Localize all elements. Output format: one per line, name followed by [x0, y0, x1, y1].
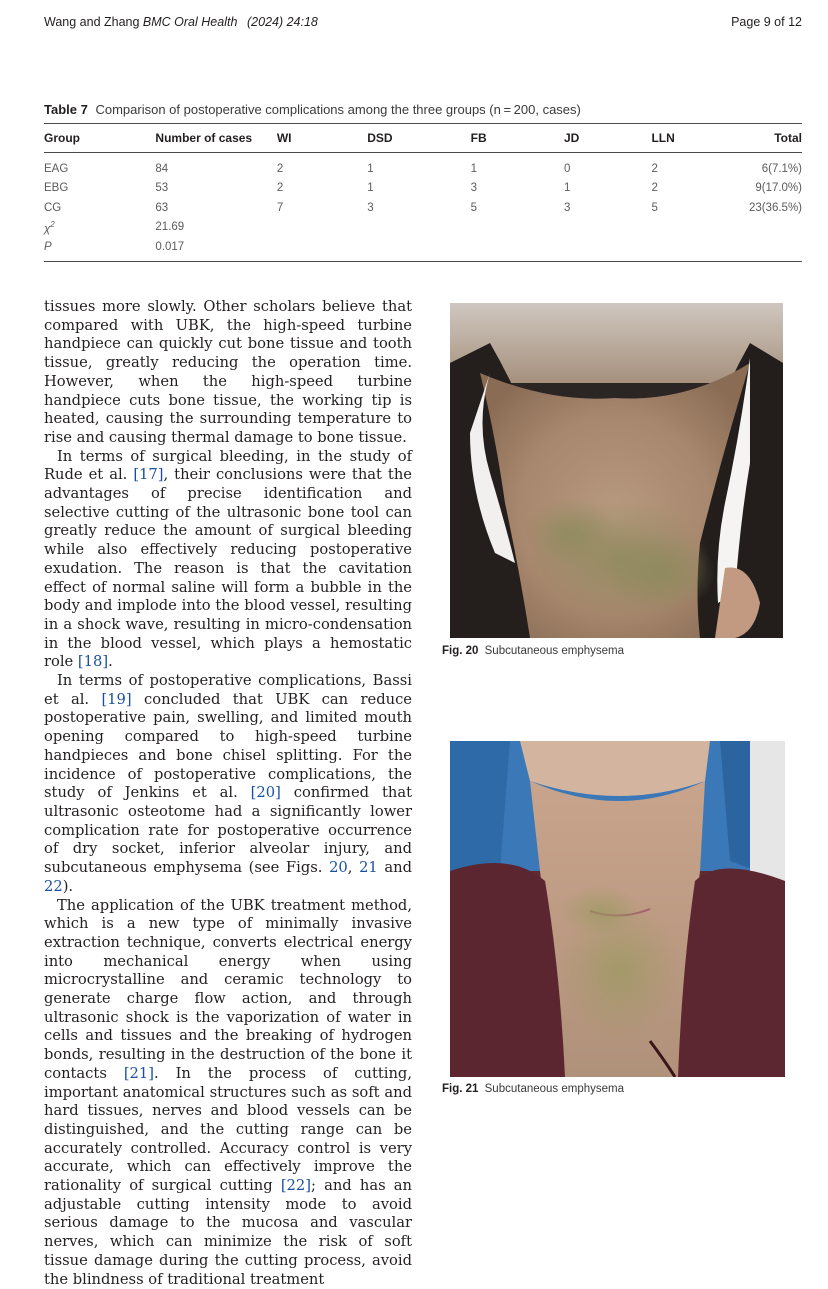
col-header-lln: LLN — [651, 124, 748, 153]
col-header-cases: Number of cases — [155, 124, 276, 153]
complications-table — [44, 123, 802, 262]
paragraph-1: tissues more slowly. Other scholars believe that compared with UBK, the high-speed turbine handpiece can quickly cut bone tissue and tooth tissue, greatly reducing the operation time. However, when the high-speed turbine handpiece cuts bone tissue, the working tip is heated, causing the surrounding temperature to rise and causing thermal damage to bone tissue. — [44, 298, 412, 448]
citation-link[interactable]: [19] — [101, 691, 131, 708]
col-header-fb: FB — [471, 124, 564, 153]
figure-21-photo — [450, 741, 785, 1077]
cell-cases: 63 — [155, 198, 276, 218]
table-row — [44, 179, 802, 199]
text-run: and — [378, 859, 412, 876]
figure-20-label: Fig. 20 — [442, 645, 478, 657]
table-row-p-value — [44, 237, 802, 261]
running-header — [44, 15, 802, 35]
cell-jd: 0 — [564, 153, 651, 179]
p-value: 0.017 — [155, 237, 276, 261]
body-text-column — [44, 298, 412, 1289]
table-caption-text: Comparison of postoperative complications among the three groups (n = 200, cases) — [95, 102, 580, 117]
table-header-row — [44, 124, 802, 153]
figure-20-caption-text: Subcutaneous emphysema — [485, 645, 624, 657]
text-run: concluded that UBK can reduce postoperative pain, swelling, and limited mouth opening compared to high-speed turbine handpieces and bone chisel splitting. For the incidence of postoperative complications, the study of Jenkins et al. — [44, 691, 412, 802]
header-journal: BMC Oral Health — [143, 15, 237, 29]
text-run: In terms of postoperative complications, Bassi et al. — [44, 672, 412, 708]
cell-jd: 1 — [564, 179, 651, 199]
citation-link[interactable]: [18] — [78, 653, 108, 670]
text-run: ; and has an adjustable cutting intensity mode to avoid serious damage to the mucosa and vascular nerves, which can minimize the risk of soft tissue damage during the cutting process, avoid the blindness of traditional treatment — [44, 1177, 412, 1288]
figure-link[interactable]: 20 — [329, 859, 348, 876]
text-run: confirmed that ultrasonic osteotome had a significantly lower complication rate for postoperative occurrence of dry socket, inferior alveolar injury, and subcutaneous emphysema (see Figs. — [44, 784, 412, 876]
cell-cases: 84 — [155, 153, 276, 179]
figure-21-caption-text: Subcutaneous emphysema — [485, 1083, 624, 1095]
neck-photo-dental-chair — [450, 741, 785, 1077]
cell-lln: 2 — [651, 153, 748, 179]
cell-group: EAG — [44, 153, 155, 179]
table-7 — [44, 102, 802, 262]
cell-fb: 5 — [471, 198, 564, 218]
citation-link[interactable]: [17] — [133, 466, 163, 483]
text-run: In terms of surgical bleeding, in the study of Rude et al. — [44, 448, 412, 484]
citation-link[interactable]: [20] — [251, 784, 281, 801]
cell-dsd: 1 — [367, 179, 470, 199]
header-authors: Wang and Zhang — [44, 15, 139, 29]
table-row-chi-square — [44, 218, 802, 238]
header-citation — [44, 15, 237, 29]
text-run: . — [108, 653, 113, 670]
cell-wi: 2 — [277, 179, 367, 199]
cell-lln: 2 — [651, 179, 748, 199]
col-header-dsd: DSD — [367, 124, 470, 153]
paragraph-3 — [44, 672, 412, 896]
col-header-total: Total — [749, 124, 802, 153]
figure-20-caption — [442, 645, 624, 657]
cell-group: CG — [44, 198, 155, 218]
figure-link[interactable]: 22 — [44, 878, 63, 895]
table-row — [44, 153, 802, 179]
cell-total: 23(36.5%) — [749, 198, 802, 218]
cell-group: EBG — [44, 179, 155, 199]
text-run: , their conclusions were that the advantages of precise identification and selective cutting of the ultrasonic bone tool can greatly reduce the amount of surgical bleeding while also effectively reducing postoperative exudation. The reason is that the cavitation effect of normal saline will form a bubble in the body and implode into the blood vessel, resulting in a shock wave, resulting in micro-condensation in the blood vessel, which plays a hemostatic role — [44, 466, 412, 670]
cell-dsd: 1 — [367, 153, 470, 179]
cell-wi: 7 — [277, 198, 367, 218]
table-caption — [44, 102, 802, 117]
figure-21-label: Fig. 21 — [442, 1083, 478, 1095]
cell-total: 6(7.1%) — [749, 153, 802, 179]
header-year-volume: (2024) 24:18 — [247, 15, 318, 29]
header-page-number: Page 9 of 12 — [731, 15, 802, 29]
chi-square-label — [44, 218, 155, 238]
chi-symbol: χ — [44, 223, 50, 235]
figure-link[interactable]: 21 — [359, 859, 378, 876]
cell-lln: 5 — [651, 198, 748, 218]
text-run: The application of the UBK treatment method, which is a new type of minimally invasive extraction technique, converts electrical energy into mechanical energy when using microcrystalline and ceramic technology to generate charge flow action, and through ultrasonic shock is the vaporization of water in cells and tissues and the breaking of hydrogen bonds, resulting in the destruction of the bone it contacts — [44, 897, 412, 1082]
chi-superscript: 2 — [50, 220, 54, 229]
p-label: P — [44, 237, 155, 261]
neck-chest-photo — [450, 303, 783, 638]
cell-dsd: 3 — [367, 198, 470, 218]
text-run: ). — [63, 878, 73, 895]
paragraph-4 — [44, 897, 412, 1289]
table-label: Table 7 — [44, 102, 88, 117]
cell-wi: 2 — [277, 153, 367, 179]
text-run: . In the process of cutting, important anatomical structures such as soft and hard tissues, nerves and blood vessels can be distinguished, and the cutting range can be accurately controlled. Accuracy control is very accurate, which can effectively improve the rationality of surgical cutting — [44, 1065, 412, 1194]
figure-21-caption — [442, 1083, 624, 1095]
col-header-wi: WI — [277, 124, 367, 153]
paragraph-2 — [44, 448, 412, 672]
table-row — [44, 198, 802, 218]
cell-fb: 1 — [471, 153, 564, 179]
cell-total: 9(17.0%) — [749, 179, 802, 199]
col-header-group: Group — [44, 124, 155, 153]
col-header-jd: JD — [564, 124, 651, 153]
figure-20-photo — [450, 303, 783, 638]
chi-square-value: 21.69 — [155, 218, 276, 238]
cell-cases: 53 — [155, 179, 276, 199]
cell-jd: 3 — [564, 198, 651, 218]
text-run: , — [348, 859, 359, 876]
cell-fb: 3 — [471, 179, 564, 199]
citation-link[interactable]: [21] — [124, 1065, 154, 1082]
citation-link[interactable]: [22] — [281, 1177, 311, 1194]
